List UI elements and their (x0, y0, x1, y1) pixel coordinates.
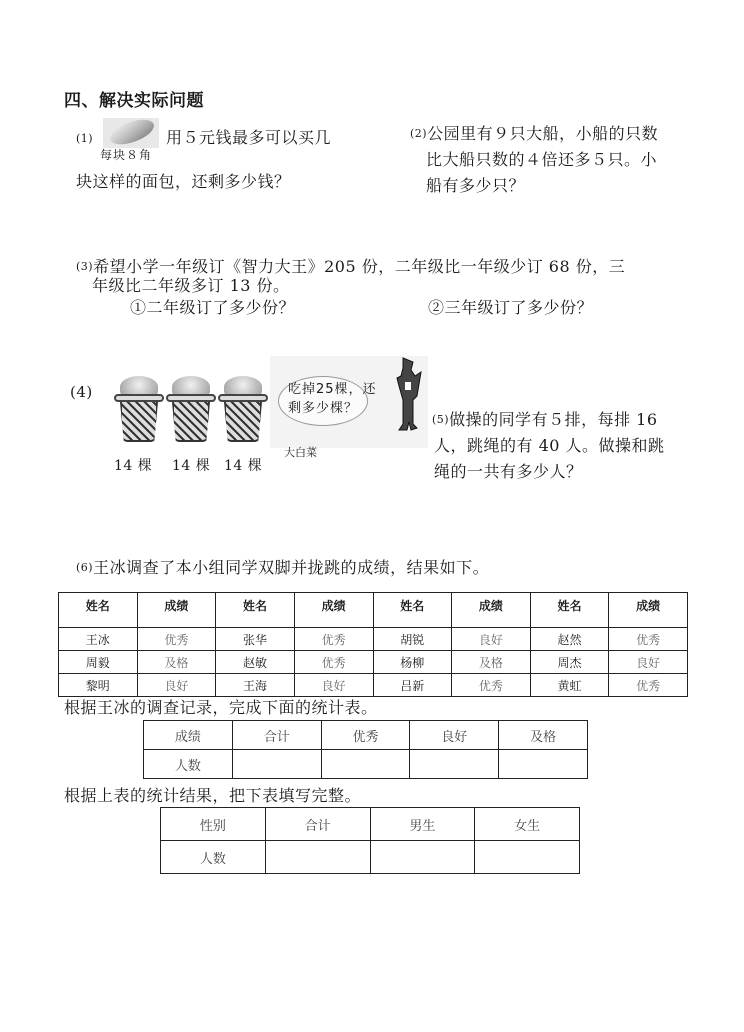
header-cell: 姓名 (59, 593, 138, 628)
header-cell: 女生 (475, 808, 580, 841)
q3-line2: 年级比二年级多订 13 份。 (92, 276, 290, 295)
name-cell: 黄虹 (530, 674, 609, 697)
answer-cell[interactable] (410, 750, 499, 779)
cabbage-caption: 大白菜 (284, 446, 317, 459)
header-cell: 成绩 (609, 593, 688, 628)
table-row (59, 628, 688, 651)
cabbage-basket-icon (218, 376, 268, 442)
basket-label: 14 棵 (172, 458, 211, 474)
basket-label: 14 棵 (224, 458, 263, 474)
grade-cell: 及格 (452, 651, 531, 674)
header-cell: 男生 (370, 808, 475, 841)
q2-line2: 比大船只数的４倍还多５只。小 (426, 150, 658, 169)
instruction-2: 根据上表的统计结果，把下表填写完整。 (64, 786, 362, 805)
gender-table (160, 807, 580, 874)
q6-intro: (6)王冰调查了本小组同学双脚并拢跳的成绩，结果如下。 (76, 558, 490, 577)
bread-icon (107, 115, 157, 150)
header-cell: 成绩 (137, 593, 216, 628)
name-cell: 吕新 (373, 674, 452, 697)
record-table (58, 592, 688, 697)
q1-line1: 用５元钱最多可以买几 (166, 128, 332, 147)
grade-cell: 良好 (609, 651, 688, 674)
statistics-table (143, 720, 588, 779)
table-row (161, 841, 580, 874)
q5-line1: (5)做操的同学有５排，每排 16 (432, 410, 658, 429)
header-cell: 良好 (410, 721, 499, 750)
header-cell: 及格 (499, 721, 588, 750)
basket-label: 14 棵 (114, 458, 153, 474)
q5-line3: 绳的一共有多少人？ (434, 462, 583, 481)
answer-cell[interactable] (232, 750, 321, 779)
name-cell: 胡锐 (373, 628, 452, 651)
header-cell: 成绩 (294, 593, 373, 628)
q2-line1: (2)公园里有９只大船，小船的只数 (410, 124, 659, 143)
name-cell: 王冰 (59, 628, 138, 651)
q4-number: (4) (70, 383, 93, 401)
grade-cell: 优秀 (609, 674, 688, 697)
header-cell: 合计 (232, 721, 321, 750)
speech-bubble-text: 吃掉25棵，还 剩多少棵？ (288, 382, 377, 416)
q2-line3: 船有多少只？ (426, 176, 526, 195)
row-label: 人数 (144, 750, 233, 779)
header-cell: 姓名 (530, 593, 609, 628)
name-cell: 赵然 (530, 628, 609, 651)
cartoon-character-icon (395, 356, 423, 434)
row-label: 人数 (161, 841, 266, 874)
q1-line2: 块这样的面包，还剩多少钱？ (76, 172, 291, 191)
q5-line2: 人，跳绳的有 40 人。做操和跳 (434, 436, 665, 455)
instruction-1: 根据王冰的调查记录，完成下面的统计表。 (64, 698, 378, 717)
name-cell: 杨柳 (373, 651, 452, 674)
name-cell: 黎明 (59, 674, 138, 697)
grade-cell: 优秀 (294, 651, 373, 674)
q3-sub2: ②三年级订了多少份？ (428, 298, 594, 317)
header-cell: 合计 (265, 808, 370, 841)
grade-cell: 优秀 (452, 674, 531, 697)
header-cell: 性别 (161, 808, 266, 841)
cabbage-basket-icon (166, 376, 216, 442)
header-cell: 姓名 (373, 593, 452, 628)
answer-cell[interactable] (265, 841, 370, 874)
table-row (59, 651, 688, 674)
name-cell: 王海 (216, 674, 295, 697)
table-header-row (161, 808, 580, 841)
name-cell: 赵敏 (216, 651, 295, 674)
grade-cell: 良好 (294, 674, 373, 697)
header-cell: 成绩 (452, 593, 531, 628)
answer-cell[interactable] (370, 841, 475, 874)
bread-price-label: 每块８角 (100, 148, 153, 162)
table-row (144, 750, 588, 779)
q3-line1: (3)希望小学一年级订《智力大王》205 份，二年级比一年级少订 68 份，三 (76, 257, 626, 276)
grade-cell: 及格 (137, 651, 216, 674)
q3-sub1: ①二年级订了多少份？ (130, 298, 296, 317)
table-row (59, 674, 688, 697)
header-cell: 成绩 (144, 721, 233, 750)
name-cell: 周杰 (530, 651, 609, 674)
answer-cell[interactable] (499, 750, 588, 779)
grade-cell: 优秀 (137, 628, 216, 651)
name-cell: 张华 (216, 628, 295, 651)
name-cell: 周毅 (59, 651, 138, 674)
q1-number: (1) (76, 132, 94, 145)
bread-image (103, 118, 159, 148)
grade-cell: 优秀 (294, 628, 373, 651)
header-cell: 姓名 (216, 593, 295, 628)
grade-cell: 优秀 (609, 628, 688, 651)
cabbage-basket-icon (114, 376, 164, 442)
section-title: 四、解决实际问题 (64, 91, 204, 111)
speech-bubble-image (270, 356, 428, 448)
header-cell: 优秀 (321, 721, 410, 750)
answer-cell[interactable] (321, 750, 410, 779)
grade-cell: 良好 (452, 628, 531, 651)
table-header-row (144, 721, 588, 750)
table-header-row (59, 593, 688, 628)
answer-cell[interactable] (475, 841, 580, 874)
grade-cell: 良好 (137, 674, 216, 697)
